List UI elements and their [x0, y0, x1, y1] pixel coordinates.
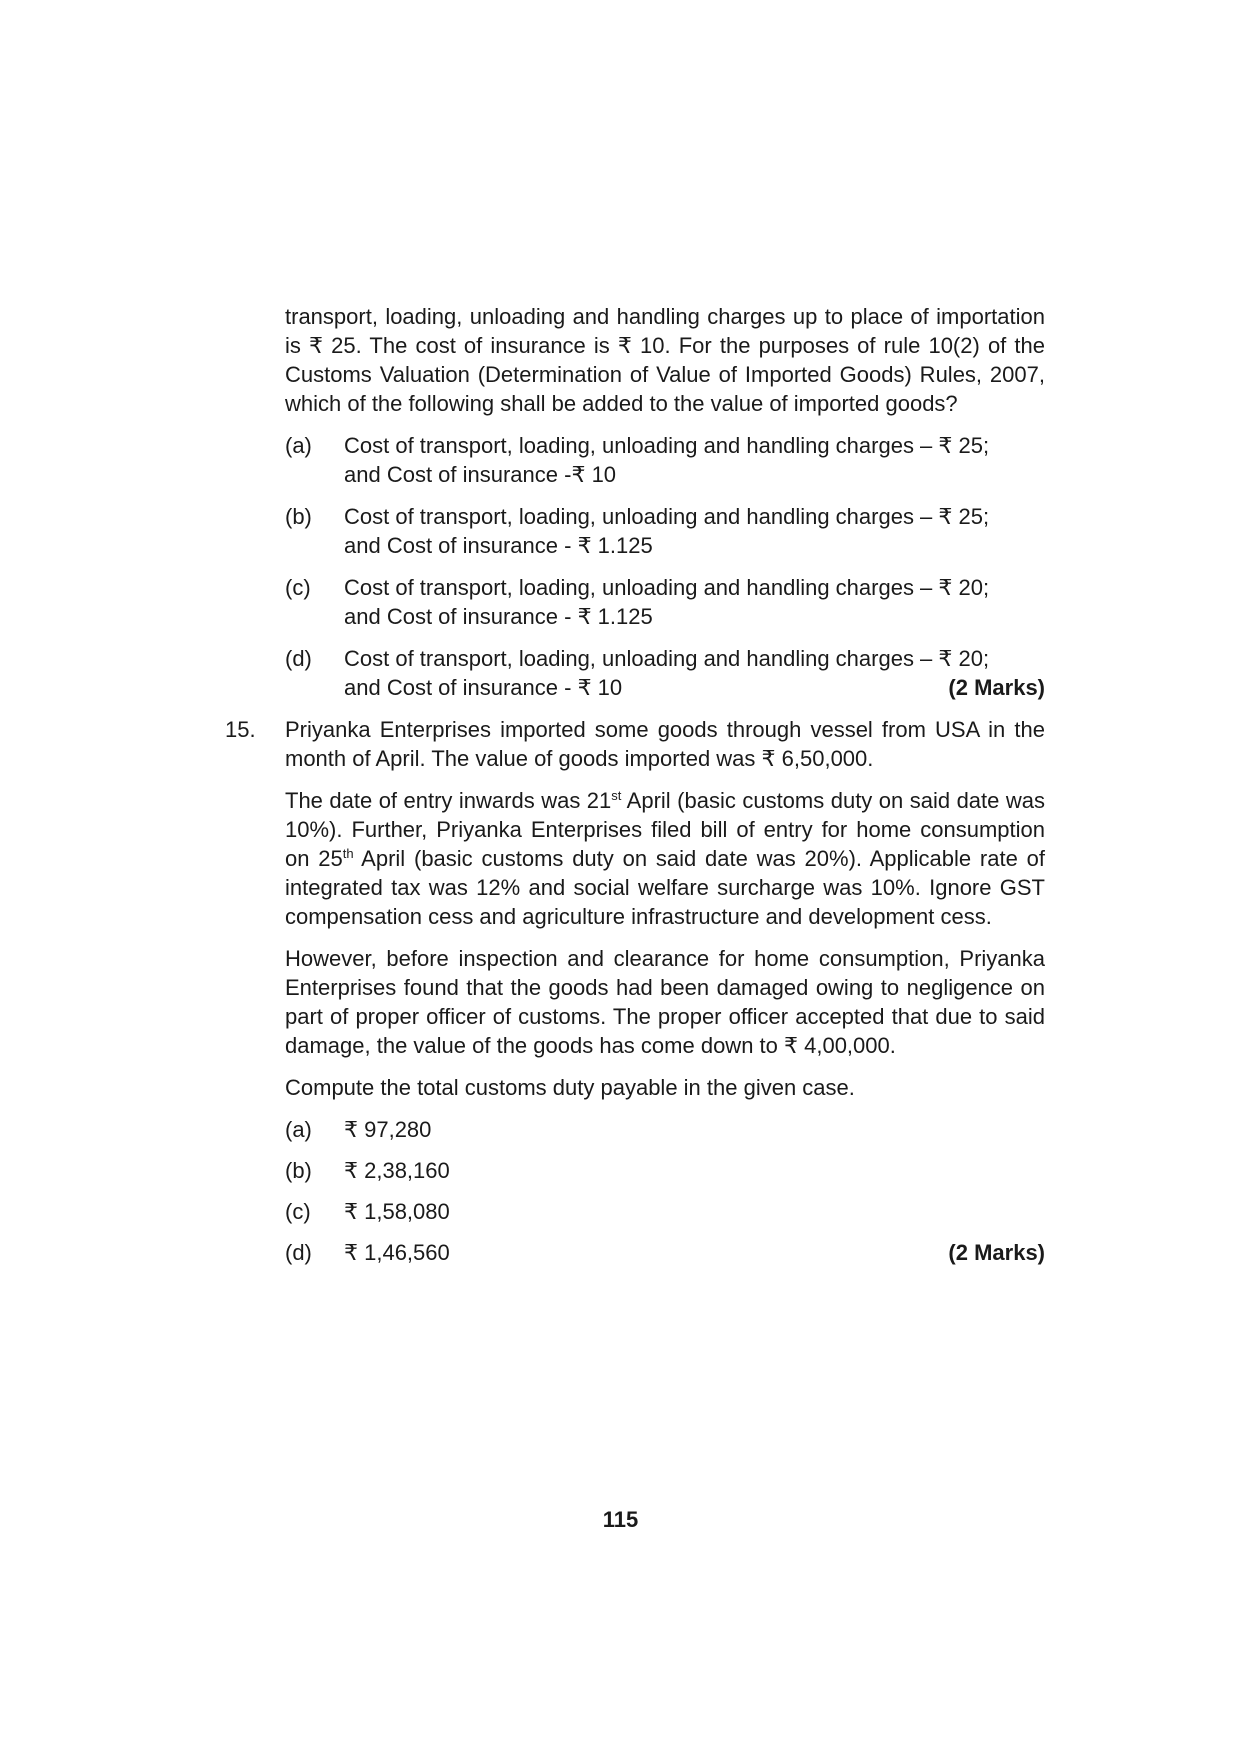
option-label: (c)	[285, 575, 311, 600]
q15-option-d	[285, 1238, 1045, 1267]
option-text-line2-row	[344, 673, 1045, 702]
option-text-line1: Cost of transport, loading, unloading and handling charges – ₹ 20;	[344, 646, 990, 671]
ordinal-suffix: th	[342, 846, 354, 861]
option-label: (b)	[285, 1158, 312, 1183]
marks-label: (2 Marks)	[948, 675, 1045, 700]
option-value: ₹ 1,46,560	[344, 1240, 450, 1265]
option-label: (b)	[285, 504, 312, 529]
q15-option-b	[285, 1156, 1045, 1185]
question-15-para-2	[285, 786, 1045, 931]
marks-label: (2 Marks)	[948, 1240, 1045, 1265]
option-value: ₹ 2,38,160	[344, 1158, 450, 1183]
option-text-line1: Cost of transport, loading, unloading and handling charges – ₹ 25;	[344, 433, 990, 458]
option-value: ₹ 97,280	[344, 1117, 432, 1142]
question-15-para-1: Priyanka Enterprises imported some goods through vessel from USA in the month of April. The value of goods imported was ₹ 6,50,000.	[285, 717, 1045, 771]
q14-option-d	[285, 644, 1045, 702]
option-label: (a)	[285, 1117, 312, 1142]
question-15-para-4: Compute the total customs duty payable in the given case.	[285, 1075, 855, 1100]
q14-option-b	[285, 502, 1045, 560]
page-number: 115	[602, 1507, 639, 1532]
option-label: (d)	[285, 1240, 312, 1265]
q14-option-a	[285, 431, 1045, 489]
option-value: ₹ 1,58,080	[344, 1199, 450, 1224]
question-15-para-3: However, before inspection and clearance for home consumption, Priyanka Enterprises found that the goods had been damaged owing to negligence on part of proper officer of customs. The proper officer accepted that due to said damage, the value of the goods has come down to ₹ 4,00,000.	[285, 946, 1045, 1058]
option-label: (c)	[285, 1199, 311, 1224]
option-text-line2: and Cost of insurance - ₹ 1.125	[344, 533, 653, 558]
option-text-line2: and Cost of insurance - ₹ 1.125	[344, 604, 653, 629]
q15-option-a	[285, 1115, 1045, 1144]
option-label: (d)	[285, 646, 312, 671]
para-2-text-c: April (basic customs duty on said date was 20%). Applicable rate of integrated tax was 12% and social welfare surcharge was 10%. Ignore GST compensation cess and agriculture infrastructure and development cess.	[285, 846, 1045, 929]
para-2-text-a: The date of entry inwards was 21	[285, 788, 612, 813]
question-15	[225, 715, 1045, 773]
option-text-line1: Cost of transport, loading, unloading and handling charges – ₹ 25;	[344, 504, 990, 529]
option-text-line1: Cost of transport, loading, unloading and handling charges – ₹ 20;	[344, 575, 990, 600]
para-2-text-b: April (basic customs duty on said date was 10%). Further, Priyanka Enterprises filed bill of entry for home consumption on 25	[285, 788, 1045, 871]
question-number: 15.	[225, 717, 256, 742]
question-14-continuation: transport, loading, unloading and handling charges up to place of importation is ₹ 25. The cost of insurance is ₹ 10. For the purposes of rule 10(2) of the Customs Valuation (Determination of Value of Imported Goods) Rules, 2007, which of the following shall be added to the value of imported goods?	[285, 304, 1045, 416]
page-content	[225, 302, 1045, 1279]
option-text-line2: and Cost of insurance - ₹ 10	[344, 675, 623, 700]
q14-option-c	[285, 573, 1045, 631]
q15-option-c	[285, 1197, 1045, 1226]
option-label: (a)	[285, 433, 312, 458]
ordinal-suffix: st	[611, 788, 622, 803]
option-text-line2: and Cost of insurance -₹ 10	[344, 462, 617, 487]
